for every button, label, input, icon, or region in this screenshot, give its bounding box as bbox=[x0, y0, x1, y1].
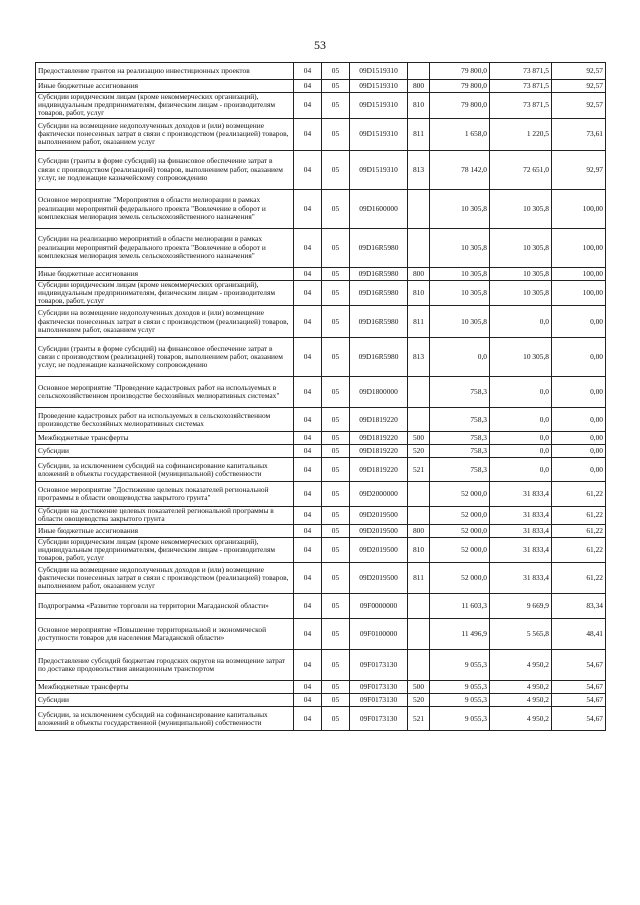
cell-name: Субсидии на реализацию мероприятий в области мелиорации в рамках реализации мероприятий федерального проекта "Вовлечение в оборот и комплексная мелиорация земель сельскохозяйственного назначения" bbox=[36, 228, 294, 267]
budget-table bbox=[35, 62, 606, 731]
cell-approved: 10 305,8 bbox=[430, 228, 490, 267]
cell-name: Иные бюджетные ассигнования bbox=[36, 80, 294, 93]
cell-name: Иные бюджетные ассигнования bbox=[36, 267, 294, 280]
cell-percent: 92,57 bbox=[552, 93, 606, 119]
cell-type bbox=[408, 408, 430, 432]
cell-section: 04 bbox=[294, 482, 322, 507]
cell-target: 09D1819220 bbox=[350, 458, 408, 482]
cell-executed: 0,0 bbox=[490, 306, 552, 338]
cell-section: 04 bbox=[294, 408, 322, 432]
cell-type: 520 bbox=[408, 445, 430, 458]
cell-approved: 52 000,0 bbox=[430, 537, 490, 563]
cell-approved: 9 055,3 bbox=[430, 694, 490, 707]
cell-executed: 31 833,4 bbox=[490, 507, 552, 524]
cell-approved: 79 800,0 bbox=[430, 93, 490, 119]
cell-executed: 0,0 bbox=[490, 445, 552, 458]
cell-approved: 10 305,8 bbox=[430, 280, 490, 306]
cell-target: 09D16R5980 bbox=[350, 306, 408, 338]
cell-section: 04 bbox=[294, 650, 322, 681]
cell-type bbox=[408, 377, 430, 408]
cell-section: 04 bbox=[294, 458, 322, 482]
cell-section: 04 bbox=[294, 267, 322, 280]
cell-section: 04 bbox=[294, 681, 322, 694]
cell-name: Субсидии (гранты в форме субсидий) на финансовое обеспечение затрат в связи с производством (реализацией) товаров, выполнением работ, оказанием услуг, не подлежащие казначейскому сопровождению bbox=[36, 338, 294, 377]
cell-approved: 52 000,0 bbox=[430, 563, 490, 594]
cell-section: 04 bbox=[294, 280, 322, 306]
table-row bbox=[36, 280, 606, 306]
cell-target: 09D2019500 bbox=[350, 563, 408, 594]
cell-percent: 100,00 bbox=[552, 280, 606, 306]
cell-subsection: 05 bbox=[322, 80, 350, 93]
cell-subsection: 05 bbox=[322, 338, 350, 377]
cell-type bbox=[408, 63, 430, 80]
cell-section: 04 bbox=[294, 445, 322, 458]
cell-percent: 0,00 bbox=[552, 408, 606, 432]
cell-target: 09F0173130 bbox=[350, 650, 408, 681]
cell-section: 04 bbox=[294, 118, 322, 150]
table-row bbox=[36, 408, 606, 432]
table-row bbox=[36, 681, 606, 694]
cell-executed: 0,0 bbox=[490, 432, 552, 445]
cell-subsection: 05 bbox=[322, 63, 350, 80]
cell-executed: 73 871,5 bbox=[490, 63, 552, 80]
cell-subsection: 05 bbox=[322, 482, 350, 507]
table-row bbox=[36, 338, 606, 377]
cell-section: 04 bbox=[294, 694, 322, 707]
table-row bbox=[36, 507, 606, 524]
cell-name: Предоставление грантов на реализацию инвестиционных проектов bbox=[36, 63, 294, 80]
cell-target: 09D16R5980 bbox=[350, 267, 408, 280]
cell-subsection: 05 bbox=[322, 150, 350, 189]
cell-name: Субсидии юридическим лицам (кроме некоммерческих организаций), индивидуальным предпринимателям, физическим лицам - производителям товаров, работ, услуг bbox=[36, 93, 294, 119]
cell-name: Межбюджетные трансферты bbox=[36, 432, 294, 445]
cell-percent: 61,22 bbox=[552, 507, 606, 524]
cell-type: 500 bbox=[408, 432, 430, 445]
table-row bbox=[36, 228, 606, 267]
cell-approved: 758,3 bbox=[430, 445, 490, 458]
cell-target: 09D1819220 bbox=[350, 432, 408, 445]
cell-type bbox=[408, 594, 430, 619]
page-number: 53 bbox=[314, 38, 326, 52]
cell-executed: 73 871,5 bbox=[490, 93, 552, 119]
cell-percent: 0,00 bbox=[552, 458, 606, 482]
cell-subsection: 05 bbox=[322, 432, 350, 445]
cell-approved: 79 800,0 bbox=[430, 80, 490, 93]
cell-section: 04 bbox=[294, 563, 322, 594]
cell-name: Основное мероприятие "Достижение целевых показателей региональной программы в области овощеводства закрытого грунта" bbox=[36, 482, 294, 507]
cell-executed: 5 565,8 bbox=[490, 619, 552, 650]
cell-percent: 83,34 bbox=[552, 594, 606, 619]
cell-executed: 0,0 bbox=[490, 458, 552, 482]
table-row bbox=[36, 80, 606, 93]
cell-name: Субсидии на возмещение недополученных доходов и (или) возмещение фактически понесенных затрат в связи с производством (реализацией) товаров, выполнением работ, оказанием услуг bbox=[36, 563, 294, 594]
cell-executed: 4 950,2 bbox=[490, 707, 552, 731]
cell-percent: 73,61 bbox=[552, 118, 606, 150]
cell-section: 04 bbox=[294, 507, 322, 524]
cell-approved: 9 055,3 bbox=[430, 681, 490, 694]
cell-subsection: 05 bbox=[322, 650, 350, 681]
cell-subsection: 05 bbox=[322, 228, 350, 267]
cell-name: Субсидии bbox=[36, 445, 294, 458]
cell-name: Субсидии на достижение целевых показателей региональной программы в области овощеводства закрытого грунта bbox=[36, 507, 294, 524]
cell-percent: 61,22 bbox=[552, 524, 606, 537]
cell-name: Субсидии, за исключением субсидий на софинансирование капитальных вложений в объекты государственной (муниципальной) собственности bbox=[36, 707, 294, 731]
cell-percent: 54,67 bbox=[552, 681, 606, 694]
cell-percent: 100,00 bbox=[552, 228, 606, 267]
cell-approved: 11 603,3 bbox=[430, 594, 490, 619]
cell-subsection: 05 bbox=[322, 306, 350, 338]
table-row bbox=[36, 306, 606, 338]
cell-percent: 92,57 bbox=[552, 80, 606, 93]
cell-target: 09F0100000 bbox=[350, 619, 408, 650]
cell-subsection: 05 bbox=[322, 93, 350, 119]
cell-target: 09D1819220 bbox=[350, 445, 408, 458]
cell-target: 09D1600000 bbox=[350, 189, 408, 228]
table-row bbox=[36, 445, 606, 458]
cell-section: 04 bbox=[294, 150, 322, 189]
cell-subsection: 05 bbox=[322, 377, 350, 408]
cell-subsection: 05 bbox=[322, 681, 350, 694]
cell-percent: 61,22 bbox=[552, 537, 606, 563]
cell-executed: 0,0 bbox=[490, 408, 552, 432]
cell-executed: 4 950,2 bbox=[490, 650, 552, 681]
cell-target: 09D2019500 bbox=[350, 537, 408, 563]
cell-section: 04 bbox=[294, 524, 322, 537]
cell-subsection: 05 bbox=[322, 408, 350, 432]
cell-approved: 0,0 bbox=[430, 338, 490, 377]
cell-type: 811 bbox=[408, 563, 430, 594]
cell-type bbox=[408, 650, 430, 681]
table-row bbox=[36, 150, 606, 189]
cell-target: 09D1519310 bbox=[350, 118, 408, 150]
cell-target: 09D16R5980 bbox=[350, 338, 408, 377]
table-body bbox=[36, 63, 606, 731]
cell-target: 09F0173130 bbox=[350, 681, 408, 694]
cell-executed: 31 833,4 bbox=[490, 524, 552, 537]
table-row bbox=[36, 619, 606, 650]
cell-executed: 31 833,4 bbox=[490, 563, 552, 594]
cell-type bbox=[408, 228, 430, 267]
table-row bbox=[36, 377, 606, 408]
cell-name: Субсидии, за исключением субсидий на софинансирование капитальных вложений в объекты государственной (муниципальной) собственности bbox=[36, 458, 294, 482]
cell-type: 811 bbox=[408, 306, 430, 338]
cell-executed: 9 669,9 bbox=[490, 594, 552, 619]
cell-type: 810 bbox=[408, 280, 430, 306]
cell-type: 521 bbox=[408, 707, 430, 731]
cell-target: 09F0173130 bbox=[350, 694, 408, 707]
cell-type: 811 bbox=[408, 118, 430, 150]
table-row bbox=[36, 707, 606, 731]
cell-percent: 61,22 bbox=[552, 482, 606, 507]
cell-type: 813 bbox=[408, 338, 430, 377]
cell-approved: 52 000,0 bbox=[430, 507, 490, 524]
cell-approved: 758,3 bbox=[430, 377, 490, 408]
cell-name: Межбюджетные трансферты bbox=[36, 681, 294, 694]
cell-percent: 100,00 bbox=[552, 189, 606, 228]
cell-subsection: 05 bbox=[322, 118, 350, 150]
cell-approved: 9 055,3 bbox=[430, 650, 490, 681]
table-row bbox=[36, 694, 606, 707]
cell-target: 09D1519310 bbox=[350, 150, 408, 189]
cell-type: 500 bbox=[408, 681, 430, 694]
cell-type: 810 bbox=[408, 93, 430, 119]
cell-percent: 0,00 bbox=[552, 338, 606, 377]
table-row bbox=[36, 267, 606, 280]
cell-section: 04 bbox=[294, 189, 322, 228]
cell-name: Основное мероприятие "Проведение кадастровых работ на используемых в сельскохозяйственном производстве бесхозяйных мелиоративных системах" bbox=[36, 377, 294, 408]
cell-type: 800 bbox=[408, 267, 430, 280]
cell-target: 09D2000000 bbox=[350, 482, 408, 507]
cell-target: 09F0173130 bbox=[350, 707, 408, 731]
cell-name: Иные бюджетные ассигнования bbox=[36, 524, 294, 537]
table-row bbox=[36, 93, 606, 119]
cell-executed: 72 651,0 bbox=[490, 150, 552, 189]
cell-section: 04 bbox=[294, 63, 322, 80]
cell-executed: 10 305,8 bbox=[490, 338, 552, 377]
cell-approved: 9 055,3 bbox=[430, 707, 490, 731]
cell-percent: 54,67 bbox=[552, 650, 606, 681]
cell-approved: 79 800,0 bbox=[430, 63, 490, 80]
cell-section: 04 bbox=[294, 537, 322, 563]
cell-target: 09D1519310 bbox=[350, 80, 408, 93]
table-row bbox=[36, 563, 606, 594]
cell-subsection: 05 bbox=[322, 445, 350, 458]
cell-section: 04 bbox=[294, 80, 322, 93]
cell-target: 09D1819220 bbox=[350, 408, 408, 432]
cell-name: Субсидии юридическим лицам (кроме некоммерческих организаций), индивидуальным предпринимателям, физическим лицам - производителям товаров, работ, услуг bbox=[36, 537, 294, 563]
cell-subsection: 05 bbox=[322, 524, 350, 537]
cell-target: 09D16R5980 bbox=[350, 228, 408, 267]
cell-type: 810 bbox=[408, 537, 430, 563]
cell-subsection: 05 bbox=[322, 507, 350, 524]
cell-executed: 73 871,5 bbox=[490, 80, 552, 93]
cell-executed: 10 305,8 bbox=[490, 189, 552, 228]
cell-percent: 100,00 bbox=[552, 267, 606, 280]
cell-name: Подпрограмма «Развитие торговли на территории Магаданской области» bbox=[36, 594, 294, 619]
cell-percent: 61,22 bbox=[552, 563, 606, 594]
cell-executed: 1 220,5 bbox=[490, 118, 552, 150]
cell-subsection: 05 bbox=[322, 694, 350, 707]
cell-type: 800 bbox=[408, 524, 430, 537]
cell-subsection: 05 bbox=[322, 563, 350, 594]
cell-name: Субсидии bbox=[36, 694, 294, 707]
cell-subsection: 05 bbox=[322, 280, 350, 306]
cell-target: 09D2019500 bbox=[350, 524, 408, 537]
table-row bbox=[36, 537, 606, 563]
cell-percent: 0,00 bbox=[552, 377, 606, 408]
cell-section: 04 bbox=[294, 432, 322, 445]
table-row bbox=[36, 650, 606, 681]
cell-type: 800 bbox=[408, 80, 430, 93]
table-row bbox=[36, 458, 606, 482]
cell-percent: 48,41 bbox=[552, 619, 606, 650]
cell-section: 04 bbox=[294, 228, 322, 267]
table-row bbox=[36, 432, 606, 445]
cell-executed: 10 305,8 bbox=[490, 267, 552, 280]
cell-approved: 10 305,8 bbox=[430, 189, 490, 228]
cell-section: 04 bbox=[294, 93, 322, 119]
cell-approved: 758,3 bbox=[430, 408, 490, 432]
cell-name: Проведение кадастровых работ на используемых в сельскохозяйственном производстве бесхозяйных мелиоративных системах bbox=[36, 408, 294, 432]
table-row bbox=[36, 63, 606, 80]
cell-target: 09D1800000 bbox=[350, 377, 408, 408]
cell-target: 09F0000000 bbox=[350, 594, 408, 619]
cell-subsection: 05 bbox=[322, 619, 350, 650]
cell-subsection: 05 bbox=[322, 594, 350, 619]
cell-section: 04 bbox=[294, 594, 322, 619]
cell-section: 04 bbox=[294, 707, 322, 731]
cell-percent: 92,57 bbox=[552, 63, 606, 80]
cell-section: 04 bbox=[294, 619, 322, 650]
cell-name: Основное мероприятие «Повышение территориальной и экономической доступности товаров для населения Магаданской области» bbox=[36, 619, 294, 650]
cell-executed: 31 833,4 bbox=[490, 537, 552, 563]
cell-executed: 4 950,2 bbox=[490, 694, 552, 707]
cell-type bbox=[408, 619, 430, 650]
cell-approved: 11 496,9 bbox=[430, 619, 490, 650]
cell-section: 04 bbox=[294, 306, 322, 338]
cell-type: 813 bbox=[408, 150, 430, 189]
cell-approved: 78 142,0 bbox=[430, 150, 490, 189]
cell-percent: 0,00 bbox=[552, 432, 606, 445]
cell-section: 04 bbox=[294, 338, 322, 377]
cell-approved: 52 000,0 bbox=[430, 482, 490, 507]
cell-percent: 0,00 bbox=[552, 306, 606, 338]
cell-target: 09D1519310 bbox=[350, 63, 408, 80]
cell-name: Основное мероприятие "Мероприятия в области мелиорации в рамках реализации мероприятий федерального проекта "Вовлечение в оборот и комплексная мелиорация земель сельскохозяйственного назначения" bbox=[36, 189, 294, 228]
cell-name: Субсидии юридическим лицам (кроме некоммерческих организаций), индивидуальным предпринимателям, физическим лицам - производителям товаров, работ, услуг bbox=[36, 280, 294, 306]
cell-subsection: 05 bbox=[322, 267, 350, 280]
cell-percent: 92,97 bbox=[552, 150, 606, 189]
cell-approved: 52 000,0 bbox=[430, 524, 490, 537]
cell-approved: 10 305,8 bbox=[430, 306, 490, 338]
cell-percent: 54,67 bbox=[552, 694, 606, 707]
cell-type: 520 bbox=[408, 694, 430, 707]
cell-subsection: 05 bbox=[322, 707, 350, 731]
cell-target: 09D16R5980 bbox=[350, 280, 408, 306]
table-row bbox=[36, 118, 606, 150]
cell-subsection: 05 bbox=[322, 189, 350, 228]
table-row bbox=[36, 594, 606, 619]
cell-executed: 10 305,8 bbox=[490, 228, 552, 267]
cell-name: Субсидии (гранты в форме субсидий) на финансовое обеспечение затрат в связи с производством (реализацией) товаров, выполнением работ, оказанием услуг, не подлежащие казначейскому сопровождению bbox=[36, 150, 294, 189]
cell-section: 04 bbox=[294, 377, 322, 408]
cell-executed: 0,0 bbox=[490, 377, 552, 408]
table-row bbox=[36, 189, 606, 228]
cell-type bbox=[408, 507, 430, 524]
cell-type bbox=[408, 189, 430, 228]
cell-percent: 54,67 bbox=[552, 707, 606, 731]
table-row bbox=[36, 524, 606, 537]
cell-approved: 10 305,8 bbox=[430, 267, 490, 280]
cell-executed: 10 305,8 bbox=[490, 280, 552, 306]
cell-subsection: 05 bbox=[322, 537, 350, 563]
cell-executed: 4 950,2 bbox=[490, 681, 552, 694]
cell-type bbox=[408, 482, 430, 507]
cell-type: 521 bbox=[408, 458, 430, 482]
cell-executed: 31 833,4 bbox=[490, 482, 552, 507]
cell-target: 09D2019500 bbox=[350, 507, 408, 524]
cell-target: 09D1519310 bbox=[350, 93, 408, 119]
cell-name: Предоставление субсидий бюджетам городских округов на возмещение затрат по доставке продовольствия авиационным транспортом bbox=[36, 650, 294, 681]
cell-subsection: 05 bbox=[322, 458, 350, 482]
table-row bbox=[36, 482, 606, 507]
cell-name: Субсидии на возмещение недополученных доходов и (или) возмещение фактически понесенных затрат в связи с производством (реализацией) товаров, выполнением работ, оказанием услуг bbox=[36, 306, 294, 338]
cell-name: Субсидии на возмещение недополученных доходов и (или) возмещение фактически понесенных затрат в связи с производством (реализацией) товаров, выполнением работ, оказанием услуг bbox=[36, 118, 294, 150]
cell-approved: 758,3 bbox=[430, 458, 490, 482]
cell-percent: 0,00 bbox=[552, 445, 606, 458]
cell-approved: 1 658,0 bbox=[430, 118, 490, 150]
cell-approved: 758,3 bbox=[430, 432, 490, 445]
